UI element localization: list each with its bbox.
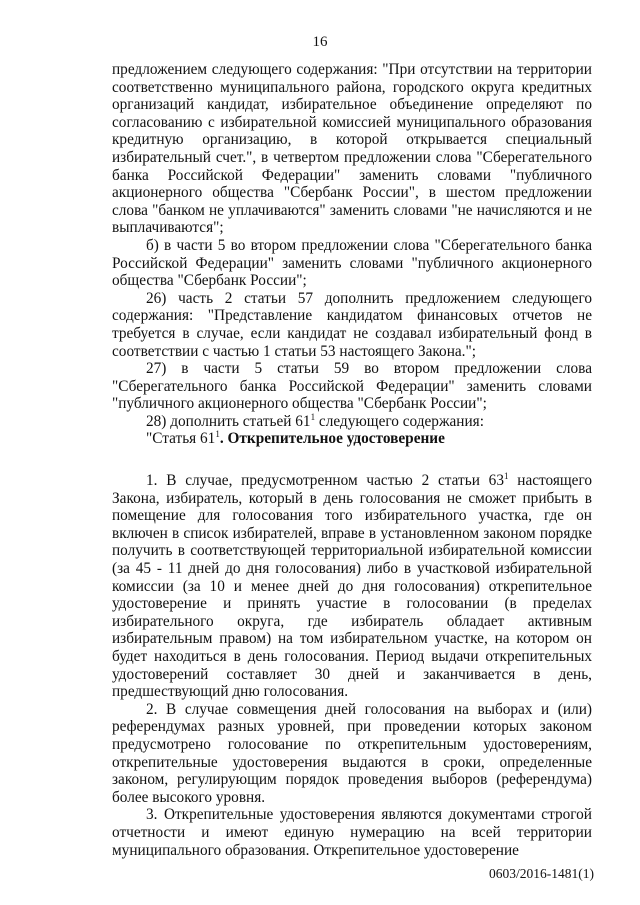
document-code: 0603/2016-1481(1)	[489, 866, 594, 881]
amendment-28-text: 28) дополнить статьей 61	[146, 412, 311, 430]
article-heading-title: . Открепительное удостоверение	[219, 430, 445, 448]
paragraph-amendment-b: б) в части 5 во втором предложении слова "Сберегательного банка Российской Федерации" заменить словами "публичного акционерного общества "Сбербанк России";	[112, 236, 592, 290]
paragraph-amendment-26: 26) часть 2 статьи 57 дополнить предложением следующего содержания: "Представление кандидатом финансовых отчетов не требуется в случае, если кандидат не создавал избирательный фонд в соответствии с частью 1 статьи 53 настоящего Закона.";	[112, 289, 592, 360]
article-clause-2: 2. В случае совмещения дней голосования на выборах и (или) референдумах разных уровней, при проведении которых законом предусмотрено голосование по открепительным удостоверениям, открепительные удостоверения выдаются в сроки, определенные законом, регулирующим порядок проведения выборов (референдума) более высокого уровня.	[112, 700, 592, 806]
document-body	[112, 61, 592, 859]
article-heading-superscript: 1	[215, 429, 220, 440]
paragraph-amendment-28	[112, 413, 592, 431]
paragraph-amendment-27: 27) в части 5 статьи 59 во втором предложении слова "Сберегательного банка Российской Федерации" заменить словами "публичного акционерного общества "Сбербанк России";	[112, 360, 592, 413]
article-heading-number: "Статья 61	[146, 430, 216, 448]
amendment-28-text-end: следующего содержания:	[315, 412, 484, 430]
paragraph-continuation: предложением следующего содержания: "При отсутствии на территории соответственно муниципального района, городского округа кредитных организаций кандидат, избирательное объединение определяют по согласованию с избирательной комиссией муниципального образования кредитную организацию, в которой открывается специальный избирательный счет.", в четвертом предложении слова "Сберегательного банка Российской Федерации" заменить словами "публичного акционерного общества "Сбербанк России", в шестом предложении слова "банком не уплачиваются" заменить словами "не начисляются и не выплачиваются";	[112, 61, 592, 237]
amendment-28-superscript: 1	[310, 411, 316, 422]
article-clause-1	[112, 472, 592, 701]
clause-1-text: 1. В случае, предусмотренном частью 2 статьи 63	[146, 472, 504, 490]
page-number: 16	[312, 34, 328, 50]
clause-1-text-end: настоящего Закона, избиратель, который в день голосования не сможет прибыть в помещение для голосования того избирательного участка, где он включен в список избирателей, вправе в установленном законом порядке получить в соответствующей территориальной избирательной комиссии (за 45 - 11 дней до дня голосования) либо в участковой избирательной комиссии (за 10 и менее дней до дня голосования) открепительное удостоверение и принять участие в голосовании (в пределах избирательного округа, где избиратель обладает активным избирательным правом) на том избирательном участке, на котором он будет находиться в день голосования. Период выдачи открепительных удостоверений составляет 30 дней и заканчивается в день, предшествующий дню голосования.	[112, 472, 593, 701]
spacer	[112, 448, 592, 472]
article-heading	[112, 430, 592, 448]
article-clause-3: 3. Открепительные удостоверения являются документами строгой отчетности и имеют единую нумерацию на всей территории муниципального образования. Открепительное удостоверение	[112, 806, 592, 859]
clause-1-superscript: 1	[503, 470, 509, 481]
